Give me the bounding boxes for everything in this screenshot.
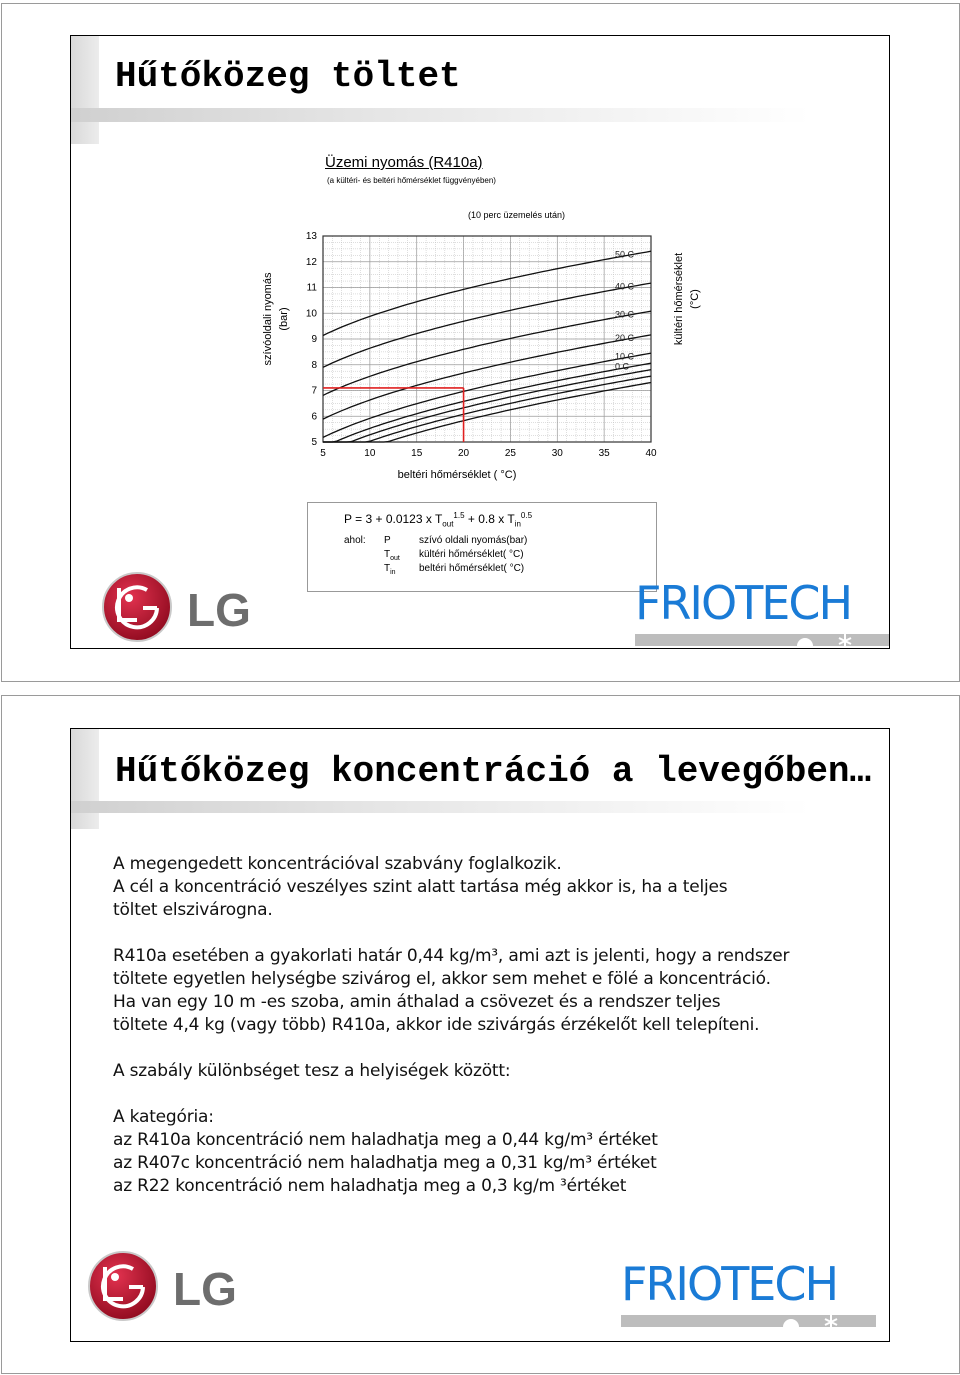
series-label: 20 C <box>615 333 635 344</box>
slide-accent-bar <box>71 729 99 829</box>
y-axis-unit: (bar) <box>278 307 290 331</box>
def-row-tout: $T_{out}$ kültéri hőmérséklet( °C) <box>384 549 524 562</box>
formula-equation: P = 3 + 0.0123 x $T_{out}^{1.5} + 0.8$ x $T_{in}^{0.5}$ <box>344 511 533 529</box>
paragraph-4: A kategória: az R410a koncentráció nem haladhatja meg a 0,44 kg/m³ értéket az R407c koncentráció nem haladhatja meg a 0,31 kg/m³ értéket az R22 koncentráció nem haladhatja meg a 0,3 kg/m ³értéket <box>113 1107 658 1196</box>
chart-note: (10 perc üzemelés után) <box>468 210 566 220</box>
series-label: 10 C <box>615 351 635 362</box>
series-line <box>323 370 651 442</box>
x-tick-label: 10 <box>364 448 376 459</box>
series-line <box>323 383 651 443</box>
paragraph-3: A szabály különbséget tesz a helyiségek között: <box>113 1061 511 1081</box>
friotech-wordmark: FRIOTECH <box>635 576 852 630</box>
friotech-logo <box>621 1257 876 1327</box>
y-tick-label: 9 <box>311 334 317 345</box>
series-line <box>323 283 651 367</box>
lg-logo <box>85 1245 255 1321</box>
sun-snowflake-icon <box>785 632 875 646</box>
pressure-chart <box>71 36 889 486</box>
x-tick-label: 25 <box>504 448 516 459</box>
y-axis-label: szívóoldali nyomás <box>262 272 274 366</box>
title-underline-band <box>71 801 811 813</box>
def-row-tin: $T_{in}$ beltéri hőmérséklet( °C) <box>384 563 525 576</box>
y-tick-label: 5 <box>311 437 317 448</box>
lg-wordmark: LG <box>173 1263 237 1315</box>
chart-title: Üzemi nyomás (R410a) <box>325 154 483 171</box>
x-tick-label: 40 <box>645 448 657 459</box>
slide-1 <box>70 35 890 649</box>
y-tick-label: 7 <box>311 385 317 397</box>
x-tick-label: 15 <box>411 448 423 459</box>
series-label: 30 C <box>615 309 635 320</box>
series-label: 50 C <box>615 249 635 260</box>
slide-title: Hűtőközeg koncentráció a levegőben… <box>115 751 872 792</box>
body-text <box>113 853 789 1198</box>
x-tick-label: 20 <box>458 448 470 459</box>
x-tick-label: 35 <box>598 448 610 459</box>
formula-where-label: ahol: <box>344 535 366 546</box>
friotech-wordmark: FRIOTECH <box>621 1257 838 1311</box>
x-axis-label: beltéri hőmérséklet ( °C) <box>397 469 517 481</box>
y-tick-label: 8 <box>311 359 317 371</box>
formula-box <box>307 502 657 592</box>
sun-snowflake-icon <box>771 1313 861 1327</box>
series-line <box>323 251 651 335</box>
y-tick-label: 12 <box>305 256 317 268</box>
slide-title: Hűtőközeg töltet <box>115 56 461 97</box>
friotech-logo <box>635 576 890 646</box>
lg-logo <box>99 566 269 642</box>
y-tick-label: 13 <box>305 231 317 242</box>
x-tick-label: 5 <box>320 448 326 459</box>
y-tick-label: 10 <box>305 308 317 320</box>
y-tick-label: 6 <box>311 411 317 423</box>
x-tick-label: 30 <box>551 448 563 459</box>
right-axis-label: kültéri hőmérséklet <box>673 252 685 346</box>
def-row-p: P szívó oldali nyomás(bar) <box>384 535 528 546</box>
series-label: 40 C <box>615 281 635 292</box>
slide-2 <box>70 728 890 1342</box>
y-tick-label: 11 <box>306 282 317 294</box>
paragraph-2: R410a esetében a gyakorlati határ 0,44 kg/m³, ami azt is jelenti, hogy a rendszer töltete egyetlen helységbe szivárog el, akkor sem mehet e fölé a koncentráció. Ha van egy 10 m -es szoba, amin áthalad a csövezet és a rendszer teljes töltete 4,4 kg (vagy több) R410a, akkor ide szivárgás érzékelőt kell telepíteni. <box>113 946 790 1035</box>
lg-wordmark: LG <box>187 584 251 636</box>
paragraph-1: A megengedett koncentrációval szabvány foglalkozik. A cél a koncentráció veszélyes szint alatt tartása még akkor is, ha a teljes töltet elszivárogna. <box>113 854 728 920</box>
right-axis-unit: (°C) <box>689 289 701 309</box>
series-line <box>323 311 651 395</box>
series-label: 0 C <box>615 361 630 372</box>
chart-subtitle: (a kültéri- és beltéri hőmérséklet függvényében) <box>327 176 496 185</box>
